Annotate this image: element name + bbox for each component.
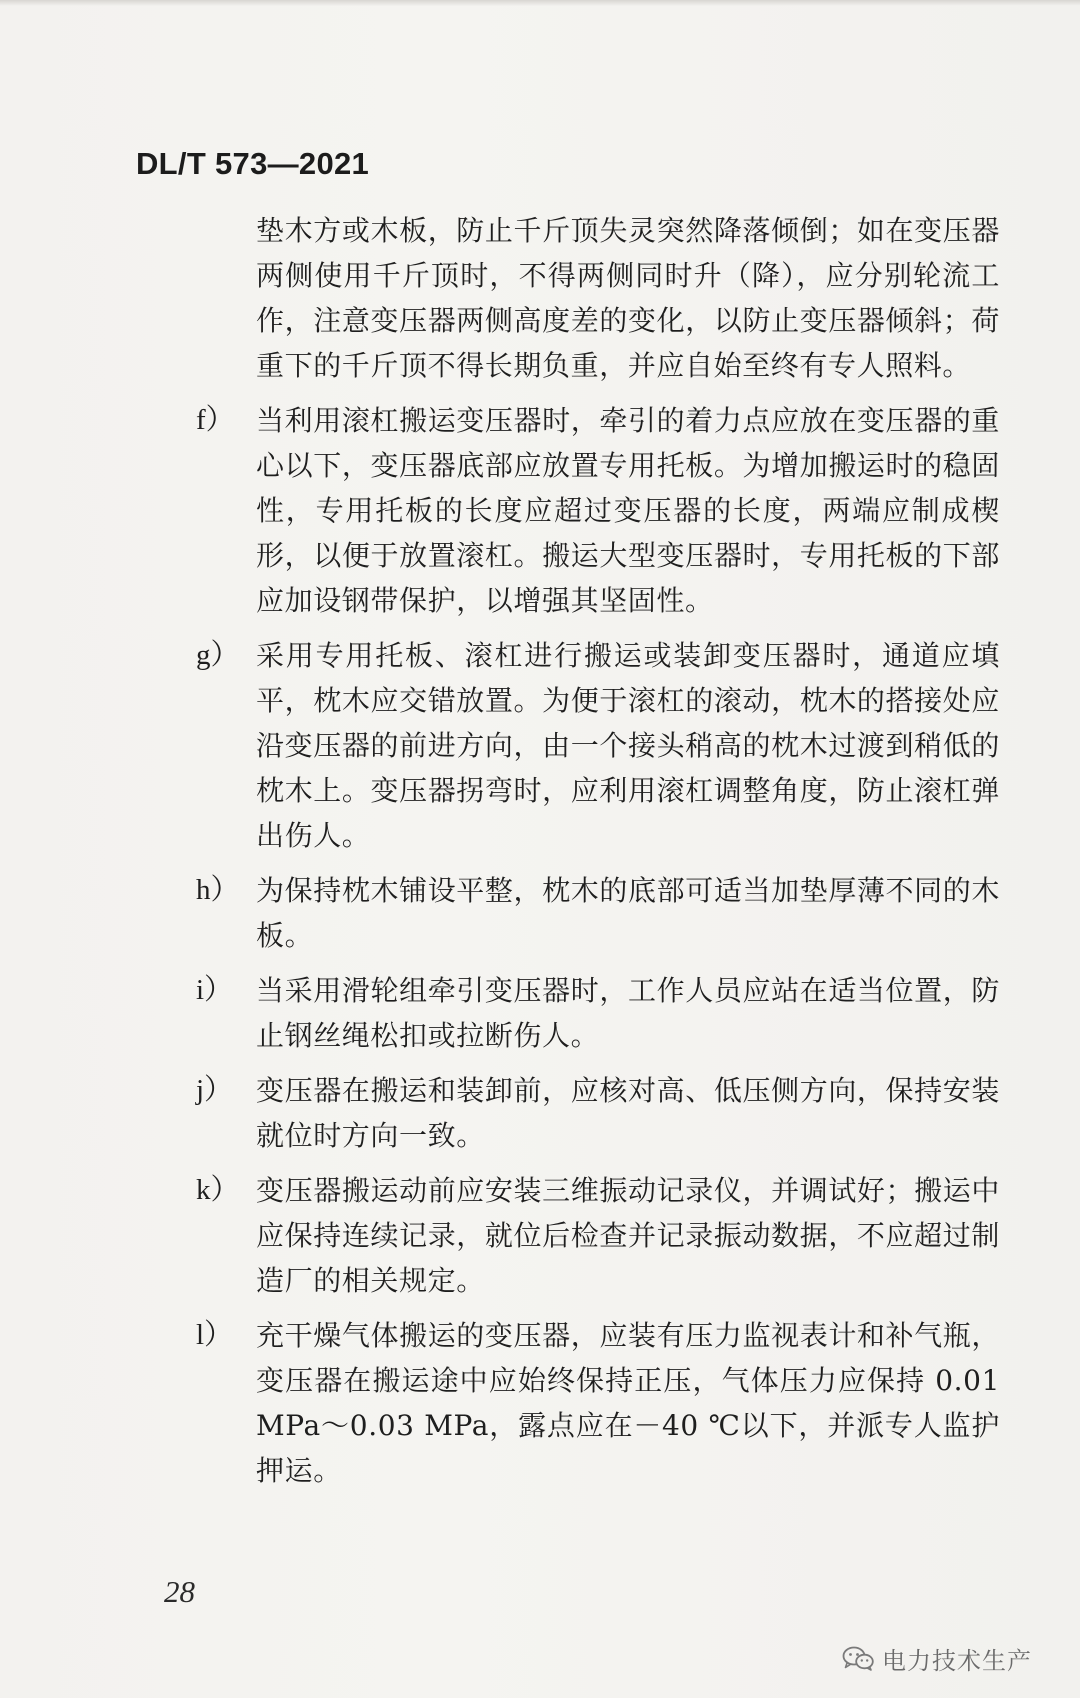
list-item <box>196 633 1016 858</box>
item-marker: j） <box>196 1074 234 1106</box>
list-item <box>196 208 1016 388</box>
item-marker: k） <box>196 1174 240 1206</box>
list-item <box>196 968 1016 1058</box>
item-marker: h） <box>196 874 240 906</box>
item-text: 充干燥气体搬运的变压器，应装有压力监视表计和补气瓶，变压器在搬运途中应始终保持正压，气体压力应保持 0.01 MPa～0.03 MPa，露点应在－40 ℃以下，并派专人监护押运。 <box>256 1319 1000 1487</box>
wechat-icon <box>842 1646 874 1672</box>
item-marker: i） <box>196 974 234 1006</box>
list-item <box>196 868 1016 958</box>
source-watermark <box>842 1641 1032 1676</box>
item-text: 当利用滚杠搬运变压器时，牵引的着力点应放在变压器的重心以下，变压器底部应放置专用托板。为增加搬运时的稳固性，专用托板的长度应超过变压器的长度，两端应制成楔形，以便于放置滚杠。搬运大型变压器时，专用托板的下部应加设钢带保护，以增强其坚固性。 <box>256 404 1000 617</box>
list-item <box>196 1313 1016 1493</box>
item-text: 当采用滑轮组牵引变压器时，工作人员应站在适当位置，防止钢丝绳松扣或拉断伤人。 <box>256 974 1000 1052</box>
item-text: 垫木方或木板，防止千斤顶失灵突然降落倾倒；如在变压器两侧使用千斤顶时，不得两侧同时升（降），应分别轮流工作，注意变压器两侧高度差的变化，以防止变压器倾斜；荷重下的千斤顶不得长期负重，并应自始至终有专人照料。 <box>256 214 1000 382</box>
item-text: 采用专用托板、滚杠进行搬运或装卸变压器时，通道应填平，枕木应交错放置。为便于滚杠的滚动，枕木的搭接处应沿变压器的前进方向，由一个接头稍高的枕木过渡到稍低的枕木上。变压器拐弯时，应利用滚杠调整角度，防止滚杠弹出伤人。 <box>256 639 1000 852</box>
clause-list <box>196 208 1016 1493</box>
page-edge-shadow <box>0 0 1080 6</box>
list-item <box>196 1168 1016 1303</box>
standard-code-header: DL/T 573—2021 <box>136 146 370 181</box>
item-text: 为保持枕木铺设平整，枕木的底部可适当加垫厚薄不同的木板。 <box>256 874 1000 952</box>
item-marker: f） <box>196 404 235 436</box>
page-number: 28 <box>164 1574 195 1609</box>
list-item <box>196 1068 1016 1158</box>
watermark-text: 电力技术生产 <box>882 1647 1032 1675</box>
item-text: 变压器搬运动前应安装三维振动记录仪，并调试好；搬运中应保持连续记录，就位后检查并记录振动数据，不应超过制造厂的相关规定。 <box>256 1174 1000 1297</box>
item-text: 变压器在搬运和装卸前，应核对高、低压侧方向，保持安装就位时方向一致。 <box>256 1074 1000 1152</box>
item-marker: g） <box>196 639 240 671</box>
list-item <box>196 398 1016 623</box>
item-marker: l） <box>196 1319 234 1351</box>
